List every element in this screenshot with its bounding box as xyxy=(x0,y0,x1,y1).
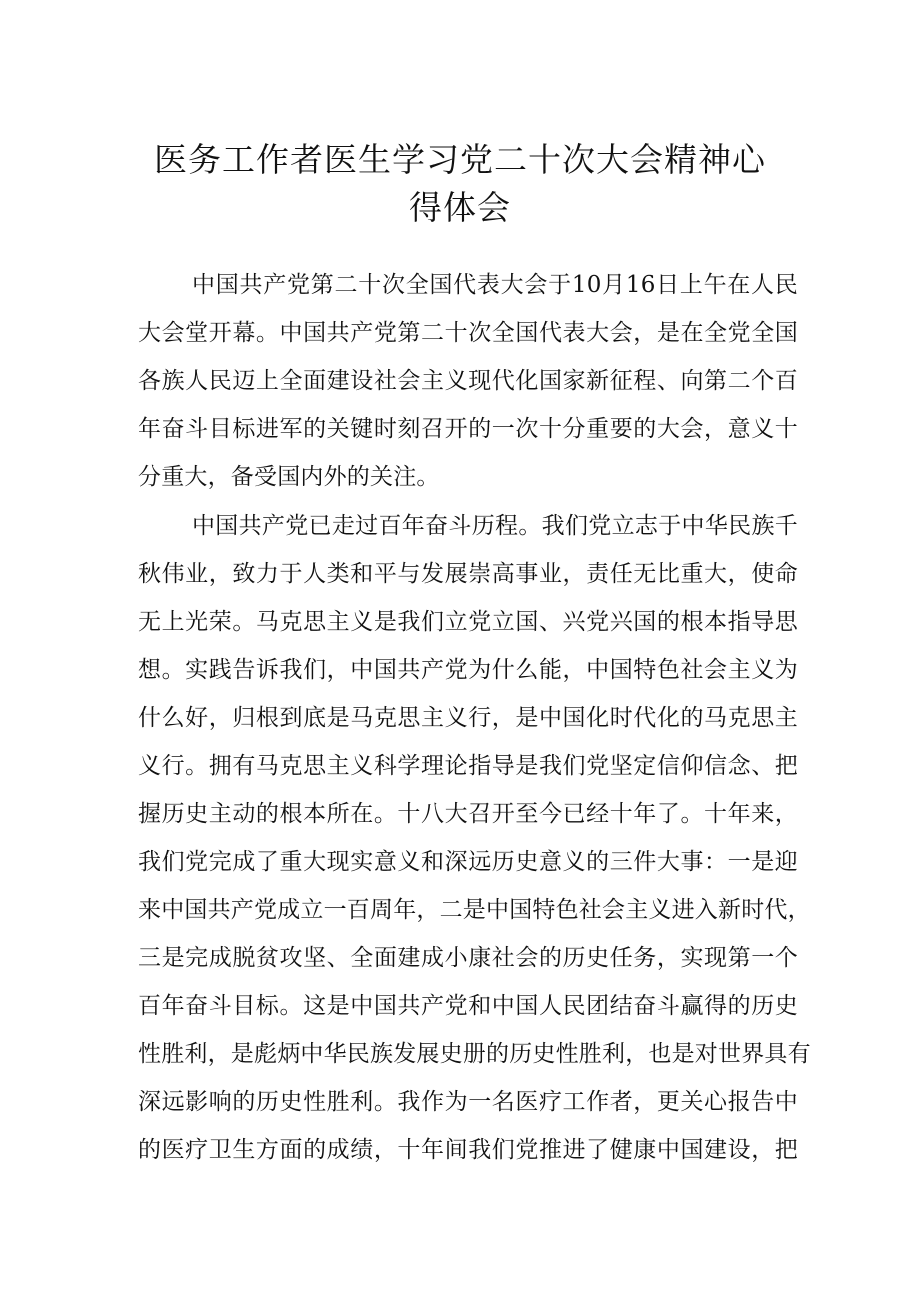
paragraph-line: 握历史主动的根本所在。十八大召开至今已经十年了。十年来， xyxy=(138,801,798,827)
paragraph-line: 来中国共产党成立一百周年，二是中国特色社会主义进入新时代， xyxy=(138,897,811,923)
paragraph-line: 想。实践告诉我们，中国共产党为什么能，中国特色社会主义为 xyxy=(138,657,798,683)
document-title-line-2: 得体会 xyxy=(409,188,511,227)
paragraph-line: 百年奋斗目标。这是中国共产党和中国人民团结奋斗赢得的历史 xyxy=(138,993,798,1019)
paragraph-line: 各族人民迈上全面建设社会主义现代化国家新征程、向第二个百 xyxy=(138,368,798,394)
paragraph-line: 什么好，归根到底是马克思主义行，是中国化时代化的马克思主 xyxy=(138,705,798,731)
paragraph-line: 性胜利，是彪炳中华民族发展史册的历史性胜利，也是对世界具有 xyxy=(138,1041,811,1067)
paragraph-line: 大会堂开幕。中国共产党第二十次全国代表大会，是在全党全国 xyxy=(138,320,798,346)
paragraph-line: 中国共产党第二十次全国代表大会于10月16日上午在人民 xyxy=(192,272,798,298)
paragraph-line: 分重大，备受国内外的关注。 xyxy=(138,464,440,490)
paragraph-line: 秋伟业，致力于人类和平与发展崇高事业，责任无比重大，使命 xyxy=(138,561,798,587)
paragraph-line: 中国共产党已走过百年奋斗历程。我们党立志于中华民族千 xyxy=(192,513,798,539)
paragraph-line: 无上光荣。马克思主义是我们立党立国、兴党兴国的根本指导思 xyxy=(138,609,798,635)
paragraph-line: 的医疗卫生方面的成绩，十年间我们党推进了健康中国建设，把 xyxy=(138,1137,798,1163)
paragraph-line: 年奋斗目标进军的关键时刻召开的一次十分重要的大会，意义十 xyxy=(138,416,798,442)
paragraph-line: 我们党完成了重大现实意义和深远历史意义的三件大事：一是迎 xyxy=(138,849,798,875)
paragraph-line: 三是完成脱贫攻坚、全面建成小康社会的历史任务，实现第一个 xyxy=(138,945,798,971)
document-title-line-1: 医务工作者医生学习党二十次大会精神心 xyxy=(154,140,766,179)
paragraph-line: 义行。拥有马克思主义科学理论指导是我们党坚定信仰信念、把 xyxy=(138,753,798,779)
paragraph-line: 深远影响的历史性胜利。我作为一名医疗工作者，更关心报告中 xyxy=(138,1089,798,1115)
